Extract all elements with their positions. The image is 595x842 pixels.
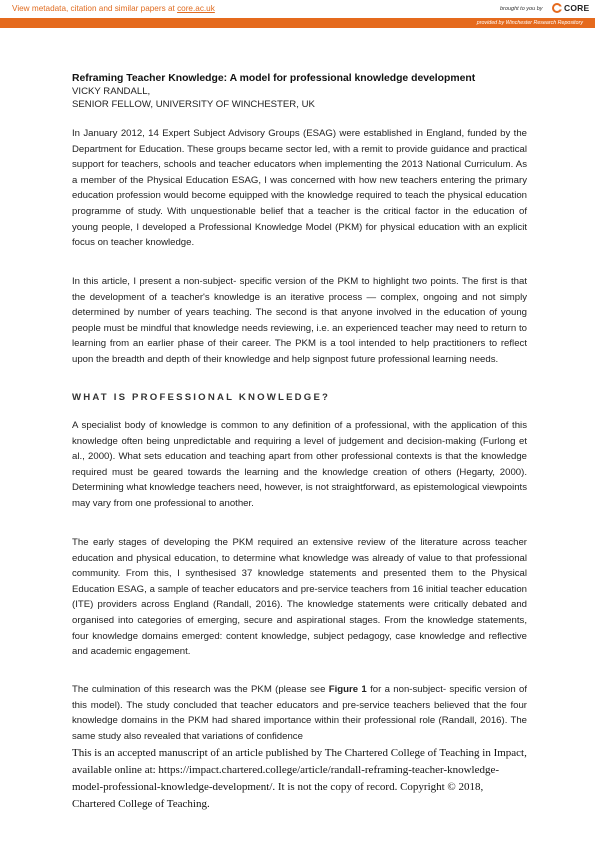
paragraph-intro: In January 2012, 14 Expert Subject Advisory Groups (ESAG) were established in England, funded by the Department for Education. These groups became sector led, with a remit to provide guidance and practical support for teachers, schools and teacher educators when implementing the 2013 National Curriculum. As a member of the Physical Education ESAG, I was concerned with how new teachers entering the primary education profession would become equipped with the knowledge required to teach the physical education programme of study. With unquestionable belief that a teacher is the critical factor in the education of young people, I developed a Professional Knowledge Model (PKM) for physical education with an explicit focus on teacher knowledge.	[72, 128, 527, 249]
manuscript-notice: This is an accepted manuscript of an article published by The Chartered College of Teaching in Impact, available online at: https://impact.chartered.college/article/randall-reframing-teacher-knowledge-model-professional-knowledge-development/. It is not the copy of record. Copyright © 2018, Chartered College of Teaching.	[72, 747, 527, 810]
provided-by-text: provided by Winchester Research Repository	[476, 19, 583, 26]
provided-by-bar	[0, 18, 595, 28]
paragraph-specialist-knowledge: A specialist body of knowledge is common to any definition of a professional, with the application of this knowledge often being unpredictable and requiring a level of judgement and decision-making (Furlong et al., 2000). What sets education and teaching apart from other professional contexts is that the knowledge required must be geared towards the learning and the knowledge creation of others (Hegarty, 2000). Determining what knowledge teachers need, however, is not straightforward, as epistemological viewpoints may vary from one professional to another.	[72, 420, 527, 509]
core-logo[interactable]	[552, 3, 589, 13]
paragraph-5-rest: for a non-subject- specific version of this model). The study concluded that teacher educators and pre-service teachers believed that the four knowledge domains in the PKM had shared importance within their professional role (Randall, 2016). The same study also revealed that variations of confidence	[72, 684, 527, 742]
core-logo-icon	[552, 3, 562, 13]
author-name: VICKY RANDALL,	[72, 86, 151, 97]
paragraph-pkm-development: The early stages of developing the PKM required an extensive review of the literature across teacher education and physical education, to determine what knowledge was already of value to that professional community. From this, I synthesised 37 knowledge statements and presented them to the Physical Education ESAG, a sample of teacher educators and pre-service teachers from 16 initial teacher education (ITE) providers across England (Randall, 2016). The knowledge statements were critically debated and organised into categories of emerging, secure and aspirational stages. From the knowledge statements, four knowledge domains emerged: content knowledge, subject pedagogy, case knowledge and reflective and academic engagement.	[72, 537, 527, 658]
paragraph-5-start: The culmination of this research was the PKM (please see	[72, 684, 329, 695]
article-title: Reframing Teacher Knowledge: A model for professional knowledge development	[72, 73, 476, 84]
core-ac-uk-link[interactable]: core.ac.uk	[177, 4, 215, 13]
brought-to-you-label: brought to you by	[500, 6, 543, 12]
core-brand-text: CORE	[564, 3, 590, 13]
paragraph-article-aims: In this article, I present a non-subject- specific version of the PKM to highlight two points. The first is that the development of a teacher's knowledge is an iterative process — complex, ongoing and not simply determined by number of years teaching. The second is that anyone involved in the education of young people must be mindful that knowledge needs reviewing, i.e. an experienced teacher may need to return to learning from an earlier phase of their career. The PKM is a tool intended to help practitioners to reflect upon the breadth and depth of their knowledge and help signpost future professional learning needs.	[72, 276, 527, 365]
author-affiliation: SENIOR FELLOW, UNIVERSITY OF WINCHESTER, UK	[72, 99, 315, 110]
paragraph-pkm-culmination	[72, 682, 527, 744]
view-metadata-label: View metadata, citation and similar papers at	[12, 4, 178, 13]
metadata-link-text	[12, 4, 215, 13]
core-banner	[0, 0, 595, 30]
section-heading: WHAT IS PROFESSIONAL KNOWLEDGE?	[72, 392, 331, 403]
article-header	[72, 72, 527, 111]
figure-1-reference[interactable]: Figure 1	[328, 684, 367, 695]
